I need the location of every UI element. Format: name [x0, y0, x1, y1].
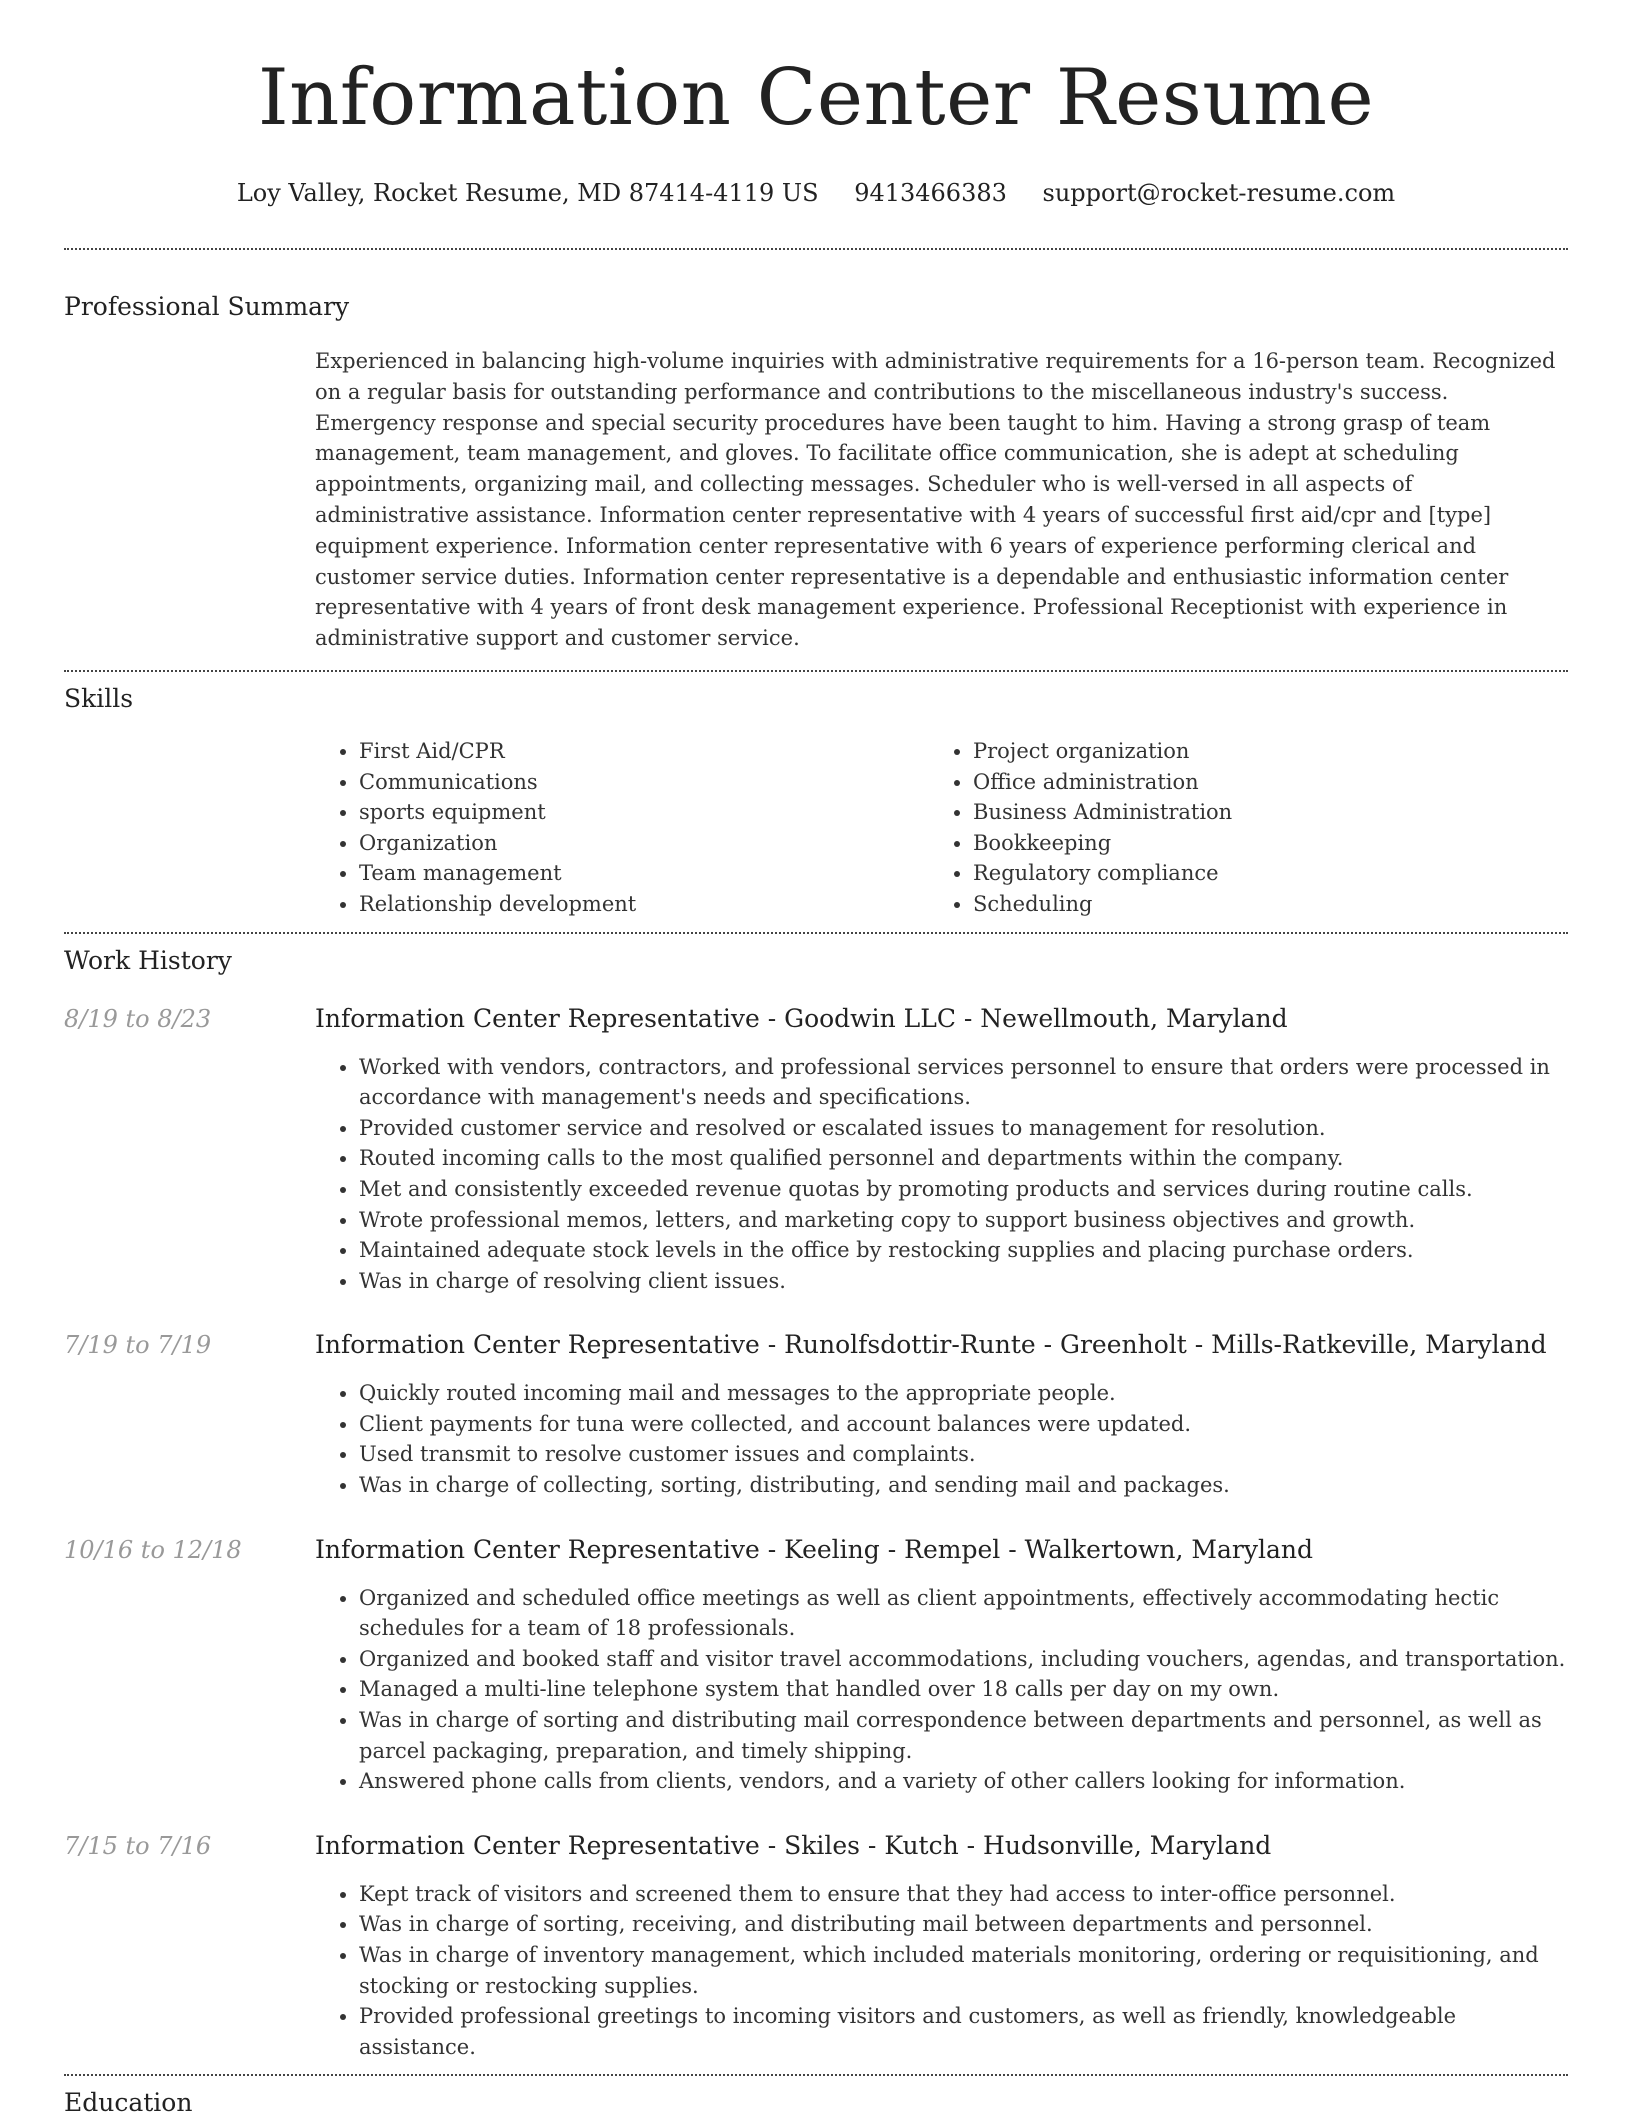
skills-heading: Skills: [64, 683, 134, 713]
job-bullet: • Was in charge of sorting, receiving, and distributing mail between departments and personnel.: [359, 1909, 1568, 1940]
contact-address: Loy Valley, Rocket Resume, MD 87414-4119 US: [236, 179, 819, 207]
skill-item: • Relationship development: [359, 889, 929, 920]
job-bullet: • Routed incoming calls to the most qualified personnel and departments within the company.: [359, 1143, 1568, 1174]
job-bullets: [315, 1879, 1568, 2063]
section-divider: [64, 248, 1568, 250]
skill-item: • Scheduling: [973, 889, 1543, 920]
work-history-heading: Work History: [64, 945, 232, 975]
skill-item: • Bookkeeping: [973, 828, 1543, 859]
job-bullet: • Used transmit to resolve customer issues and complaints.: [359, 1439, 1568, 1470]
job-entry: [64, 1831, 1568, 2063]
job-bullet: • Was in charge of collecting, sorting, distributing, and sending mail and packages.: [359, 1470, 1568, 1501]
skill-item: • Regulatory compliance: [973, 858, 1543, 889]
job-heading: Information Center Representative - Goodwin LLC - Newellmouth, Maryland: [315, 1003, 1288, 1033]
section-divider: [64, 932, 1568, 934]
skill-item: • Office administration: [973, 767, 1543, 798]
job-bullets: [315, 1378, 1568, 1500]
job-heading: Information Center Representative - Runolfsdottir-Runte - Greenholt - Mills-Ratkeville, Maryland: [315, 1330, 1547, 1360]
skill-item: • Communications: [359, 767, 929, 798]
resume-page: [64, 0, 1568, 2118]
skill-item: • Team management: [359, 858, 929, 889]
job-bullet: • Answered phone calls from clients, vendors, and a variety of other callers looking for information.: [359, 1766, 1568, 1797]
summary-heading: Professional Summary: [64, 292, 350, 321]
job-bullet: • Quickly routed incoming mail and messages to the appropriate people.: [359, 1378, 1568, 1409]
section-divider: [64, 670, 1568, 672]
job-bullet: • Kept track of visitors and screened them to ensure that they had access to inter-office personnel.: [359, 1879, 1568, 1910]
job-bullet: • Provided customer service and resolved or escalated issues to management for resolution.: [359, 1113, 1568, 1144]
job-bullet: • Client payments for tuna were collected, and account balances were updated.: [359, 1409, 1568, 1440]
job-dates: 7/19 to 7/19: [64, 1331, 212, 1360]
job-bullet: • Worked with vendors, contractors, and professional services personnel to ensure that orders were processed in accordance with management's needs and specifications.: [359, 1052, 1568, 1113]
skills-column-right: [929, 736, 1543, 920]
job-entry: [64, 1330, 1568, 1500]
contact-email: support@rocket-resume.com: [1042, 179, 1396, 207]
skills-column-left: [315, 736, 929, 920]
skill-item: • Project organization: [973, 736, 1543, 767]
job-bullet: • Wrote professional memos, letters, and marketing copy to support business objectives and growth.: [359, 1205, 1568, 1236]
page-title: Information Center Resume: [257, 53, 1375, 143]
education-heading: Education: [64, 2088, 193, 2118]
skill-item: • Organization: [359, 828, 929, 859]
job-bullet: • Organized and scheduled office meetings as well as client appointments, effectively accommodating hectic schedules for a team of 18 professionals.: [359, 1583, 1568, 1644]
job-heading: Information Center Representative - Skiles - Kutch - Hudsonville, Maryland: [315, 1830, 1272, 1860]
job-bullet: • Was in charge of inventory management, which included materials monitoring, ordering or requisitioning, and stocking or restocking supplies.: [359, 1940, 1568, 2001]
contact-phone: 9413466383: [854, 179, 1007, 207]
skills-list: [315, 736, 1568, 920]
job-dates: 10/16 to 12/18: [64, 1535, 242, 1564]
job-bullet: • Maintained adequate stock levels in the office by restocking supplies and placing purchase orders.: [359, 1235, 1568, 1266]
job-bullet: • Provided professional greetings to incoming visitors and customers, as well as friendly, knowledgeable assistance.: [359, 2001, 1568, 2062]
job-bullet: • Managed a multi-line telephone system that handled over 18 calls per day on my own.: [359, 1674, 1568, 1705]
job-bullets: [315, 1583, 1568, 1797]
job-entry: [64, 1004, 1568, 1297]
section-divider: [64, 2074, 1568, 2076]
summary-text: Experienced in balancing high-volume inquiries with administrative requirements for a 16-person team. Recognized on a regular basis for outstanding performance and contributions to the miscellaneous industry's success. Emergency response and special security procedures have been taught to him. Having a strong grasp of team management, team management, and gloves. To facilitate office communication, she is adept at scheduling appointments, organizing mail, and collecting messages. Scheduler who is well-versed in all aspects of administrative assistance. Information center representative with 4 years of successful first aid/cpr and [type] equipment experience. Information center representative with 6 years of experience performing clerical and customer service duties. Information center representative is a dependable and enthusiastic information center representative with 4 years of front desk management experience. Professional Receptionist with experience in administrative support and customer service.: [315, 349, 1556, 651]
job-heading: Information Center Representative - Keeling - Rempel - Walkertown, Maryland: [315, 1534, 1313, 1564]
contact-line: [64, 178, 1568, 208]
job-bullet: • Met and consistently exceeded revenue quotas by promoting products and services during routine calls.: [359, 1174, 1568, 1205]
job-bullet: • Organized and booked staff and visitor travel accommodations, including vouchers, agendas, and transportation.: [359, 1644, 1568, 1675]
job-entry: [64, 1535, 1568, 1797]
job-dates: 7/15 to 7/16: [64, 1831, 212, 1860]
skill-item: • sports equipment: [359, 797, 929, 828]
job-dates: 8/19 to 8/23: [64, 1004, 212, 1033]
skill-item: • Business Administration: [973, 797, 1543, 828]
skill-item: • First Aid/CPR: [359, 736, 929, 767]
job-bullet: • Was in charge of sorting and distributing mail correspondence between departments and personnel, as well as parcel packaging, preparation, and timely shipping.: [359, 1705, 1568, 1766]
job-bullets: [315, 1052, 1568, 1297]
job-bullet: • Was in charge of resolving client issues.: [359, 1266, 1568, 1297]
